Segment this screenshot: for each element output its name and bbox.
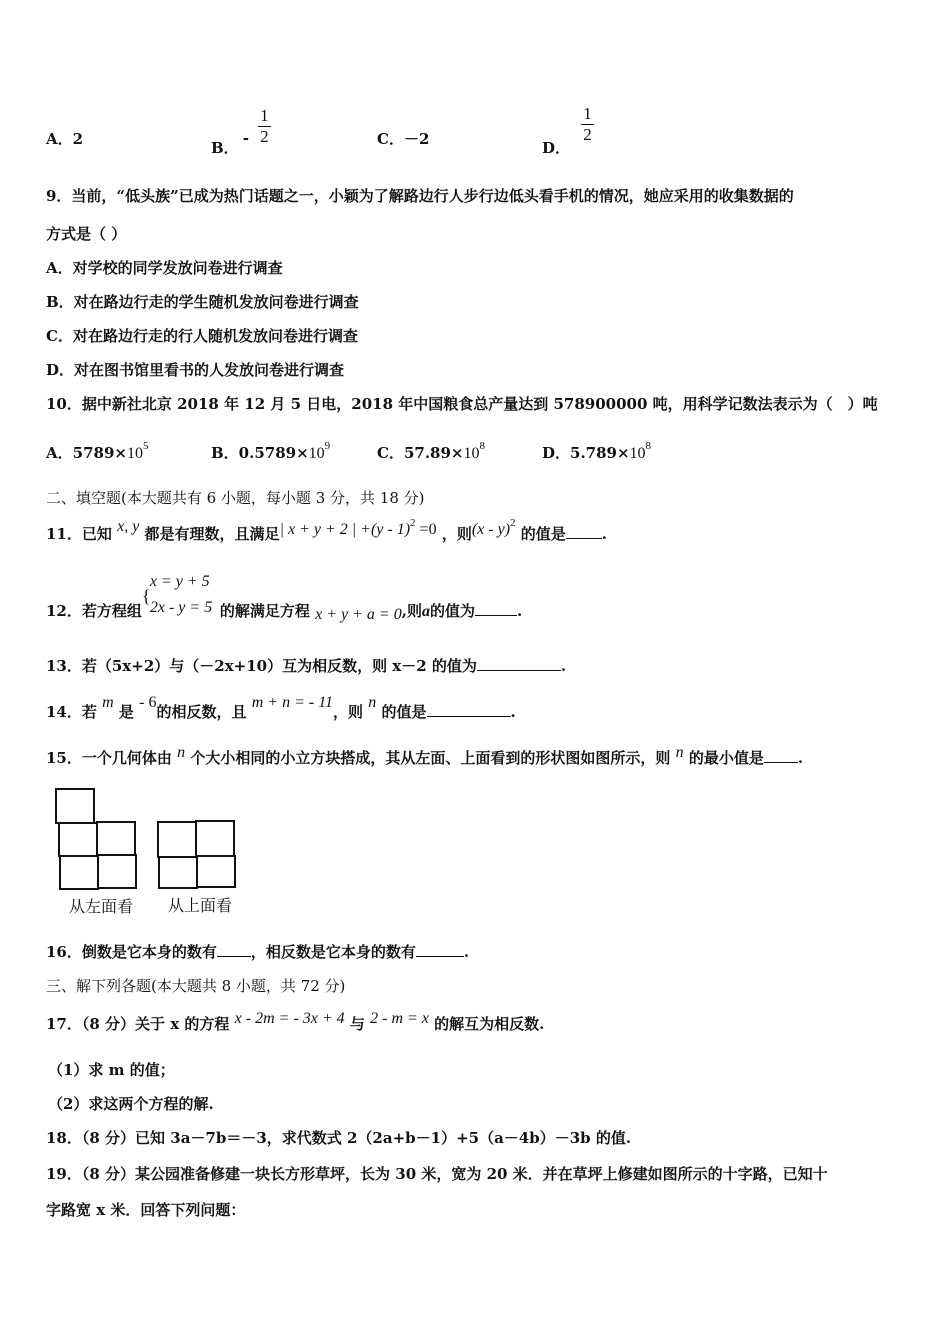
q15-views-figure xyxy=(50,784,250,892)
q11-expr2: (x - y) xyxy=(471,521,511,538)
q14-mid: 的相反数，且 xyxy=(156,703,247,721)
q8-option-b-label: B． xyxy=(211,138,239,157)
q12: 12．若方程组 { x = y + 5 2x - y = 5 的解满足方程 x + y + a = 0,则a的值为 . xyxy=(46,573,523,623)
q16-part2: ，相反数是它本身的数有 xyxy=(250,943,416,961)
top-view xyxy=(158,821,235,888)
q12-pre: 12．若方程组 xyxy=(46,602,142,620)
power-exponent: 8 xyxy=(645,440,652,452)
q17-sub1: （1）求 m 的值； xyxy=(48,1061,175,1079)
q12-brace: { xyxy=(141,586,151,606)
left-view xyxy=(56,789,136,889)
q15-n-2: n xyxy=(675,744,684,761)
q9-option-c: C．对在路边行走的行人随机发放问卷进行调查 xyxy=(46,327,358,345)
q17-eq1: x - 2m = - 3x + 4 xyxy=(234,1010,345,1027)
top-view-cube xyxy=(159,857,197,888)
q16-part1: 16．倒数是它本身的数有 xyxy=(46,943,217,961)
q17-eq2: 2 - m = x xyxy=(370,1010,429,1027)
q10-stem: 10．据中新社北京 2018 年 12 月 5 日电，2018 年中国粮食总产量达到 578900000 吨，用科学记数法表示为（ ）吨 xyxy=(46,395,878,413)
fraction-denominator: 2 xyxy=(260,127,269,146)
left-view-cube xyxy=(60,856,98,889)
q9-option-b: B．对在路边行走的学生随机发放问卷进行调查 xyxy=(46,293,359,311)
answer-blank xyxy=(566,524,602,539)
q11-exp2: 2 xyxy=(510,517,516,529)
q8-option-a: A．2 xyxy=(46,130,84,148)
q8-option-b xyxy=(211,106,271,157)
power-exponent: 8 xyxy=(479,440,485,452)
q9-stem-line1: 9．当前，“低头族”已成为热门话题之一，小颖为了解路边行人步行边低头看手机的情况，她应采用的收集数据的 xyxy=(46,187,794,205)
q11-mid: 都是有理数，且满足 xyxy=(144,525,280,543)
q10-option-d xyxy=(542,442,651,463)
top-view-cube xyxy=(197,856,235,887)
power-base: 10 xyxy=(629,445,646,462)
q14-post: 的值是 xyxy=(381,703,427,721)
q17-post: 的解互为相反数. xyxy=(434,1015,545,1033)
q14-m: m xyxy=(102,694,114,711)
q12-expr: x + y + a = 0 xyxy=(315,606,402,623)
q10-option-b-text: B．0.5789× xyxy=(211,444,309,462)
q8-option-b-sign: - xyxy=(242,128,249,147)
fraction-numerator: 1 xyxy=(583,104,592,123)
left-view-cube xyxy=(98,855,136,888)
q15-n: n xyxy=(177,744,186,761)
q10-option-c-text: C．57.89× xyxy=(377,444,464,462)
top-view-cube xyxy=(196,821,234,856)
q15: 15．一个几何体由 n 个大小相同的小立方块搭成，其从左面、上面看到的形状图如图所示，则 n 的最小值是 . xyxy=(46,744,804,767)
section-3-title: 三、解下列各题(本大题共 8 小题，共 72 分) xyxy=(46,977,346,995)
q11-eq: =0 xyxy=(415,521,437,538)
q10-option-d-text: D．5.789× xyxy=(542,444,630,462)
q9-option-d: D．对在图书馆里看书的人发放问卷进行调查 xyxy=(46,361,345,379)
q12-mid: 的解满足方程 xyxy=(219,602,310,620)
left-view-cube xyxy=(59,823,97,856)
q10-option-c xyxy=(377,442,485,463)
answer-blank xyxy=(477,656,561,671)
q11-expr: | x + y + 2 | +(y - 1) xyxy=(279,521,411,538)
q14-n: n xyxy=(368,694,377,711)
fraction-numerator: 1 xyxy=(260,106,269,125)
q10-option-b xyxy=(211,442,330,463)
q12-post2: 的值为 xyxy=(429,602,475,620)
q10-option-a-text: A．5789× xyxy=(46,444,127,462)
q10-option-a xyxy=(46,442,148,463)
power-base: 10 xyxy=(126,445,143,462)
q17-pre: 17．（8 分）关于 x 的方程 xyxy=(46,1015,230,1033)
q19-line1: 19．（8 分）某公园准备修建一块长方形草坪，长为 30 米，宽为 20 米．并在草坪上修建如图所示的十字路，已知十 xyxy=(46,1165,828,1183)
q17-with: 与 xyxy=(349,1015,365,1033)
q15-pre: 15．一个几何体由 xyxy=(46,749,172,767)
caption-left-view: 从左面看 xyxy=(69,897,134,916)
q8-option-d-fraction xyxy=(581,104,594,145)
q11-exp: 2 xyxy=(410,517,416,529)
q14-expr: m + n = - 11 xyxy=(251,694,334,711)
q11: 11．已知 x, y 都是有理数，且满足| x + y + 2 | +(y - 1)$^2$ =0 ，则(x - y)$^2$ 的值是 . xyxy=(46,517,607,543)
q14-is: 是 xyxy=(118,703,134,721)
power-exponent: 5 xyxy=(142,440,149,452)
q11-pre: 11．已知 xyxy=(46,525,112,543)
q9-stem-line2: 方式是（ ） xyxy=(46,225,127,243)
q8-option-c: C．－2 xyxy=(377,130,430,148)
answer-blank xyxy=(416,942,464,957)
q12-system xyxy=(141,573,220,616)
left-view-cube-top xyxy=(56,789,94,823)
q11-comma: ，则 xyxy=(441,525,472,543)
q14: 14．若 m 是 - 6的相反数，且 m + n = - 11，则 n 的值是 . xyxy=(46,694,516,721)
q8-option-b-fraction xyxy=(258,106,271,147)
answer-blank xyxy=(427,702,511,717)
q12-post1: ,则 xyxy=(401,602,422,620)
q12-eq2: 2x - y = 5 xyxy=(149,599,213,616)
section-2-title: 二、填空题(本大题共有 6 小题，每小题 3 分，共 18 分) xyxy=(46,489,425,507)
fraction-denominator: 2 xyxy=(583,125,592,144)
q11-post: 的值是 xyxy=(520,525,566,543)
q9-option-a: A．对学校的同学发放问卷进行调查 xyxy=(46,259,283,277)
q16: 16．倒数是它本身的数有 ，相反数是它本身的数有 . xyxy=(46,943,470,961)
answer-blank xyxy=(217,942,251,957)
q8-option-d-label: D． xyxy=(542,138,571,157)
power-exponent: 9 xyxy=(324,440,331,452)
q17-sub2: （2）求这两个方程的解. xyxy=(48,1095,214,1113)
q14-then: ，则 xyxy=(333,703,364,721)
q15-post: 的最小值是 xyxy=(688,749,764,767)
power-base: 10 xyxy=(308,445,325,462)
q11-vars: x, y xyxy=(117,518,140,535)
q17 xyxy=(46,1010,545,1035)
power-base: 10 xyxy=(463,445,480,462)
top-view-cube xyxy=(158,822,196,857)
q12-var: a xyxy=(421,603,430,620)
q13-text: 13．若（5x+2）与（－2x+10）互为相反数，则 x－2 的值为 xyxy=(46,657,477,675)
q15-mid: 个大小相同的小立方块搭成，其从左面、上面看到的形状图如图所示，则 xyxy=(190,749,671,767)
q18: 18．（8 分）已知 3a－7b＝－3，求代数式 2（2a+b－1）+5（a－4b）－3b 的值. xyxy=(46,1129,632,1147)
left-view-cube xyxy=(97,822,135,855)
q13: 13．若（5x+2）与（－2x+10）互为相反数，则 x－2 的值为 . xyxy=(46,657,567,675)
caption-top-view: 从上面看 xyxy=(168,896,233,915)
q8-option-d xyxy=(542,104,594,157)
q14-neg6: - 6 xyxy=(139,694,157,711)
q19-line2: 字路宽 x 米．回答下列问题： xyxy=(46,1201,246,1219)
q14-pre: 14．若 xyxy=(46,703,97,721)
answer-blank xyxy=(764,748,798,763)
q12-eq1: x = y + 5 xyxy=(149,573,210,590)
answer-blank xyxy=(475,601,517,616)
